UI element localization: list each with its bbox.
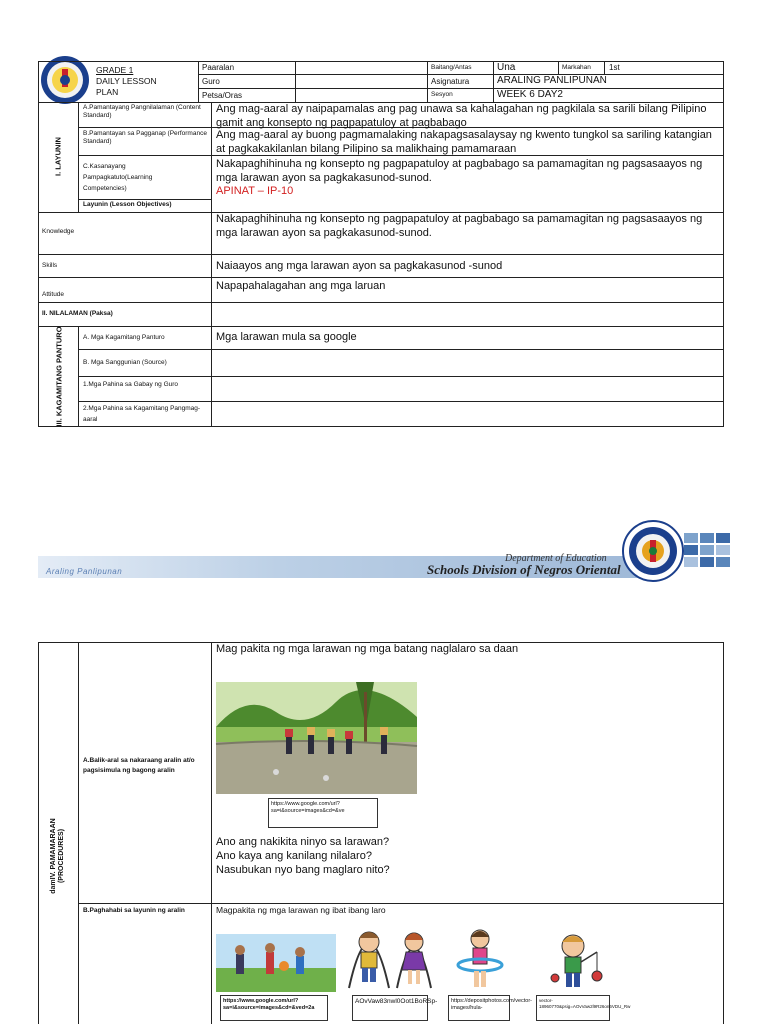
caption-3-text: https://depositphotos.com/vector-images/hula- <box>451 998 533 1011</box>
hula-hoop-girl-icon <box>455 925 505 995</box>
procedure-a-intro: Mag pakita ng mga larawan ng mga batang naglalaro sa daan <box>216 643 519 655</box>
skills-text: Naiaayos ang mga larawan ayon sa pagkakasunod -sunod <box>216 260 503 272</box>
image-source-caption-text: https://www.google.com/url?sa=i&source=images&cd=&ve <box>271 801 345 814</box>
kagamitan-a-label: A. Mga Kagamitang Panturo <box>83 334 165 341</box>
jump-rope-girl-icon <box>394 918 434 994</box>
children-playing-photo <box>216 682 417 794</box>
caption-2 <box>352 995 438 1021</box>
paghahabi-label: B.Paghahabi sa layunin ng aralin <box>83 907 185 914</box>
attitude-label: Attitude <box>42 291 65 298</box>
grade-label: GRADE 1 <box>96 65 134 75</box>
caption-1 <box>220 995 328 1021</box>
plan-label: PLAN <box>96 87 119 97</box>
lesson-objectives-label: Layunin (Lesson Objectives) <box>83 201 172 208</box>
daily-label: DAILY LESSON <box>96 76 157 86</box>
question-3: Nasubukan nyo bang maglaro nito? <box>216 864 390 876</box>
knowledge-text: Nakapaghihinuha ng konsepto ng pagpapatuloy at pagbabago sa pamamagitan ng pagsasaayos ng mga larawan ayon sa pagkakasunod-sunod. <box>216 213 703 239</box>
baitang-label: Baitang/Antas <box>431 64 472 71</box>
skills-label: Skills <box>42 262 58 269</box>
performance-standard-text: Ang mag-aaral ay buong pagmamalaking nakapagsasalaysay ng kwento tungkol sa sariling katangian at pagkakakilanlan bilang Pilipino sa malikhaing pamamaraan <box>216 129 712 155</box>
layunin-side-label: I. LAYUNIN <box>53 137 63 176</box>
knowledge-label: Knowledge <box>42 228 75 235</box>
yoyo-boy-icon <box>545 930 610 992</box>
guro-label: Guro <box>202 77 220 86</box>
content-standard-label: A.Pamantayang Pangnilalaman (Content Standard) <box>83 104 201 119</box>
caption-4 <box>536 995 631 1021</box>
kids-ball-photo <box>216 934 336 992</box>
deped-seal-logo-footer <box>622 520 684 582</box>
procedures-side-label: damIV. PAMAMARAAN (PROCEDURES) <box>50 818 65 894</box>
performance-standard-label: B.Pamantayan sa Pagganap (Performance Standard) <box>83 130 207 145</box>
image-source-caption <box>268 798 378 828</box>
caption-4-text: vector-18960770&psig=AOvVaw2l9R26on6VDU_Rw <box>539 998 631 1009</box>
baitang-value: Una <box>497 62 516 73</box>
paaralan-label: Paaralan <box>202 63 235 72</box>
jump-rope-boy-icon <box>344 918 394 994</box>
question-2: Ano kaya ang kanilang nilalaro? <box>216 850 372 862</box>
sesyon-label: Sesyon <box>431 91 453 98</box>
competency-code: APINAT – IP-10 <box>216 185 294 197</box>
markahan-value: 1st <box>609 63 620 72</box>
balik-aral-label: A.Balik-aral sa nakaraang aralin at/o pagsisimula ng bagong aralin <box>83 757 195 774</box>
attitude-text: Napapahalagahan ang mga laruan <box>216 280 386 292</box>
markahan-label: Markahan <box>562 64 591 71</box>
learning-competencies-label: C.Kasanayang Pampagkatuto(Learning Competencies) <box>83 163 153 192</box>
content-standard-text: Ang mag-aaral ay naipapamalas ang pag unawa sa kahalagahan ng pagkilala sa sarili bilang Pilipino gamit ang konsepto ng pagpapatuloy at pagbabago <box>216 103 707 129</box>
footer-division: Schools Division of Negros Oriental <box>427 562 621 577</box>
caption-3 <box>448 995 533 1021</box>
deped-seal-logo <box>40 55 90 105</box>
caption-2-text: AOvVaw83nwl0Oot1BoRSp- <box>355 998 438 1005</box>
sanggunian-label: B. Mga Sanggunian (Source) <box>83 359 167 366</box>
footer-subject: Araling Panlipunan <box>46 567 123 576</box>
kagamitan-side-label: III. KAGAMITANG PANTURO <box>54 326 64 427</box>
learning-competencies-text: Nakapaghihinuha ng konsepto ng pagpapatuloy at pagbabago sa pamamagitan ng pagsasaayos ng mga larawan ayon sa pagkakasunod-sunod. <box>216 158 703 184</box>
kagamitan-a-text: Mga larawan mula sa google <box>216 331 357 343</box>
procedure-b-intro: Magpakita ng mga larawan ng ibat ibang laro <box>216 905 386 915</box>
question-1: Ano ang nakikita ninyo sa larawan? <box>216 836 390 848</box>
petsa-label: Petsa/Oras <box>202 91 243 100</box>
nilalaman-label: II. NILALAMAN (Paksa) <box>42 310 113 317</box>
gabay-guro-label: 1.Mga Pahina sa Gabay ng Guro <box>83 381 179 388</box>
asignatura-label: Asignatura <box>431 77 470 86</box>
footer-dept: Department of Education <box>505 553 607 564</box>
footer-squares <box>684 533 734 579</box>
asignatura-value: ARALING PANLIPUNAN <box>497 75 607 86</box>
kagamitan-mag-aaral-label: 2.Mga Pahina sa Kagamitang Pangmag-aaral <box>83 405 201 423</box>
caption-1-text: https://www.google.com/url?sa=i&source=images&cd=&ved=2a <box>223 998 315 1011</box>
sesyon-value: WEEK 6 DAY2 <box>497 89 563 100</box>
